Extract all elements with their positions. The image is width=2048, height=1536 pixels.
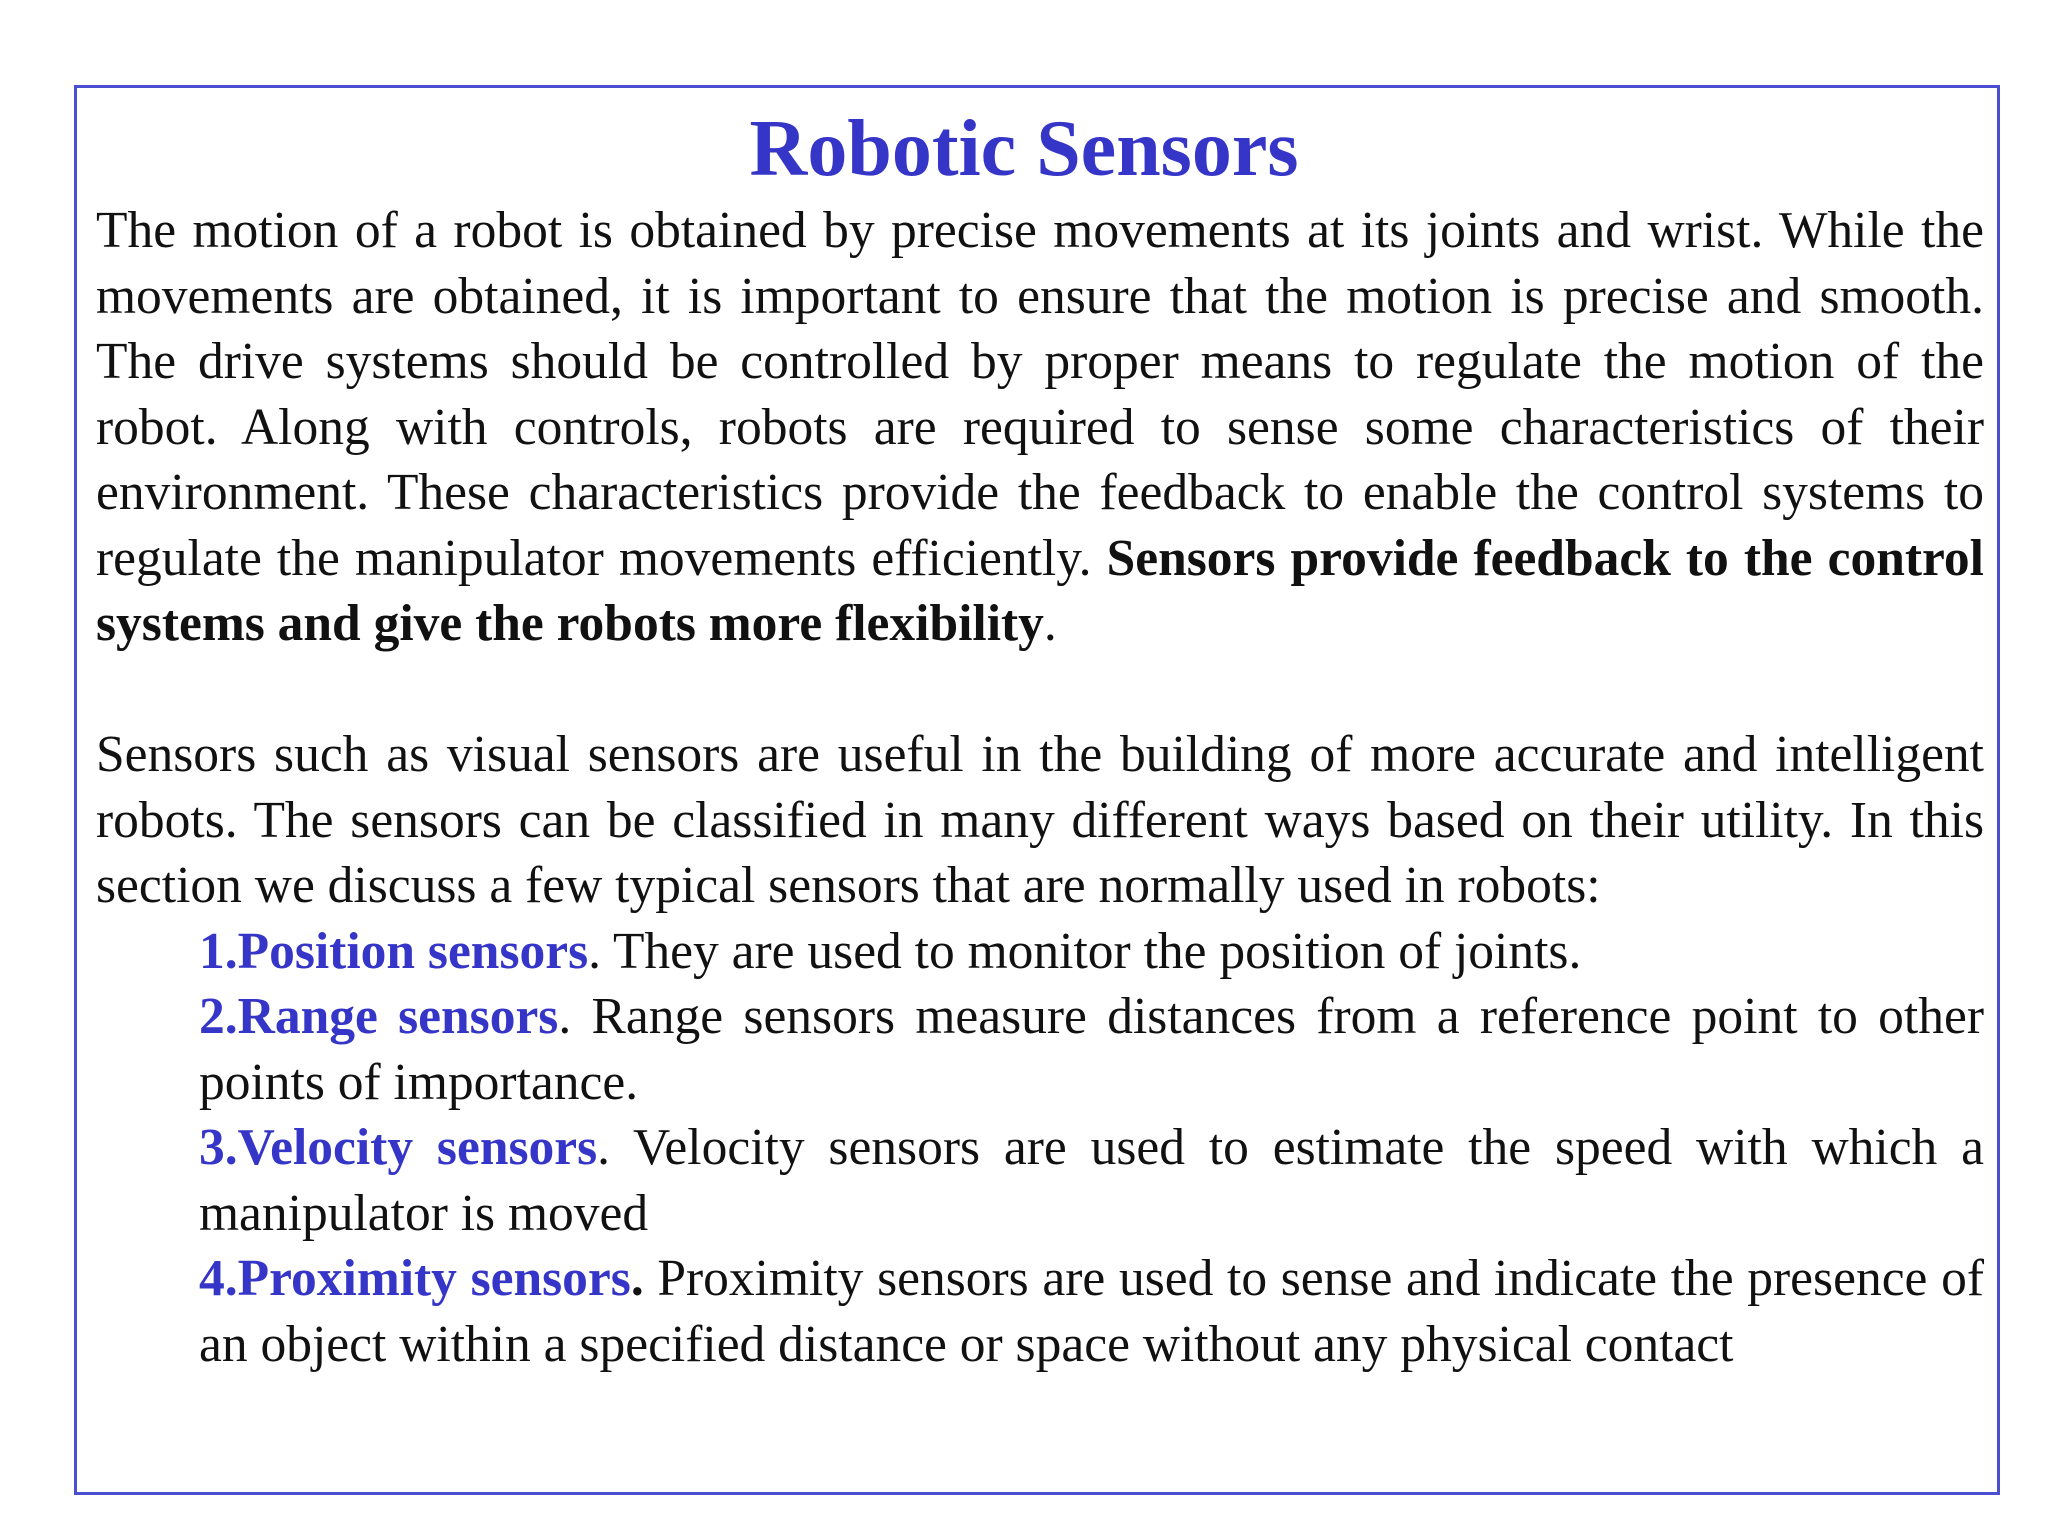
slide-title: Robotic Sensors: [749, 105, 1299, 193]
sensor-separator: .: [558, 988, 572, 1045]
sensor-term: 1.Position sensors: [199, 922, 589, 980]
classification-paragraph: Sensors such as visual sensors are useful in the building of more accurate and intelligent robots. The sensors can be classified in many different ways based on their utility. In this section we discuss a few typical sensors that are normally used in robots:: [96, 726, 1984, 914]
sensor-description: Velocity sensors are used to estimate the speed with which a manipulator is moved: [199, 1119, 1984, 1242]
list-item-proximity-sensors: [199, 1246, 1984, 1377]
intro-paragraph: [96, 198, 1984, 657]
list-item-position-sensors: [199, 919, 1984, 985]
sensor-term: 3.Velocity sensors: [199, 1119, 598, 1176]
list-item-velocity-sensors: [199, 1115, 1984, 1246]
sensor-list: [96, 919, 1984, 1378]
sensor-description: They are used to monitor the position of joints.: [601, 922, 1582, 980]
paragraph-spacer: [96, 657, 1984, 723]
slide-body: [96, 198, 1984, 1377]
sensor-term: 4.Proximity sensors: [199, 1250, 631, 1307]
list-item-range-sensors: [199, 984, 1984, 1115]
sensor-separator: .: [597, 1119, 611, 1176]
intro-bold-statement: Sensors provide feedback to the control systems and give the robots more flexibility: [96, 529, 1984, 652]
sensor-separator: .: [588, 922, 602, 980]
sensor-separator: .: [630, 1250, 644, 1307]
sensor-term: 2.Range sensors: [199, 988, 559, 1045]
sensor-description: Range sensors measure distances from a reference point to other points of importance.: [199, 988, 1984, 1111]
sensor-description: Proximity sensors are used to sense and indicate the presence of an object within a specified distance or space without any physical contact: [199, 1250, 1984, 1373]
intro-text: The motion of a robot is obtained by precise movements at its joints and wrist. While the movements are obtained, it is important to ensure that the motion is precise and smooth. The drive systems should be controlled by proper means to regulate the motion of the robot. Along with controls, robots are required to sense some characteristics of their environment. These characteristics provide the feedback to enable the control systems to regulate the manipulator movements efficiently.: [96, 202, 1984, 587]
intro-trailing-period: .: [1043, 595, 1057, 652]
